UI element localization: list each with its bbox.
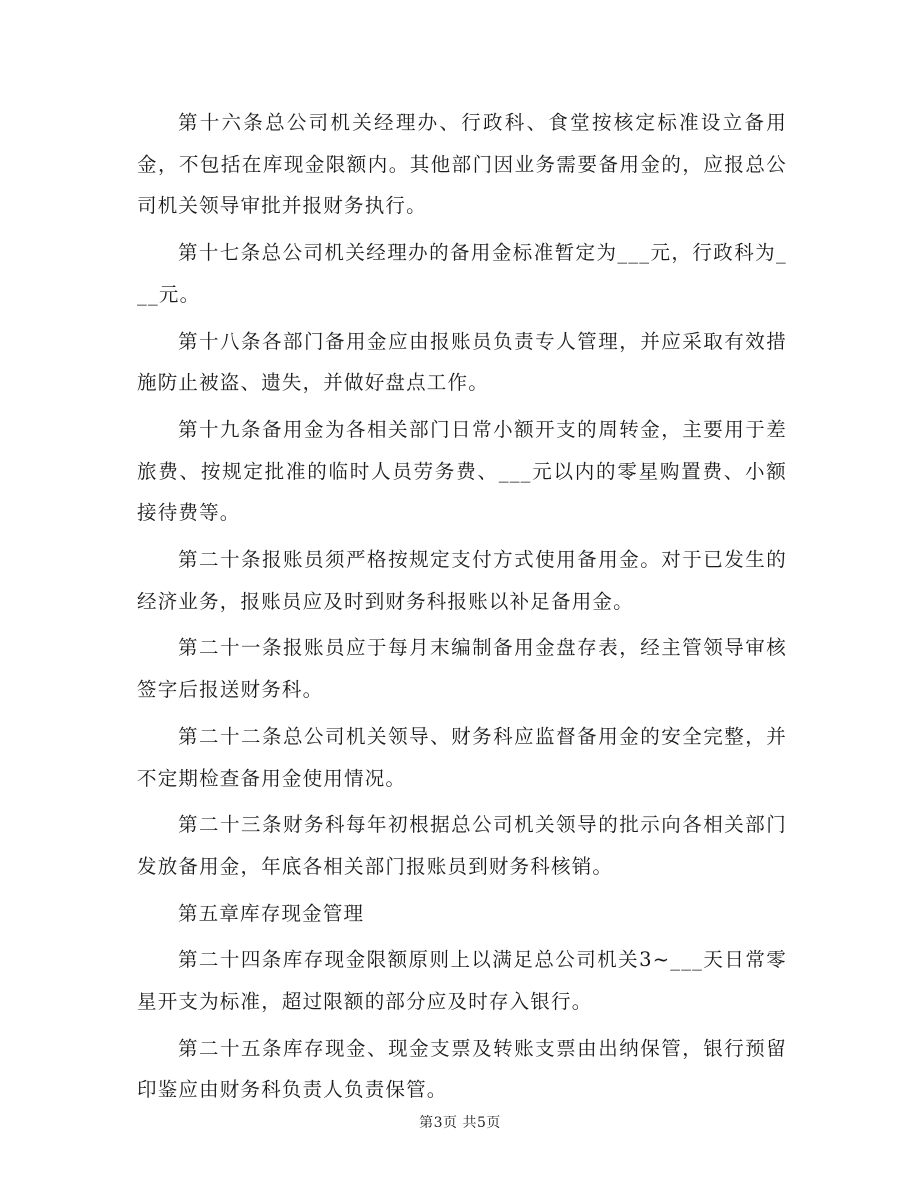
paragraph-article-24: 第二十四条库存现金限额原则上以满足总公司机关3~___天日常零星开支为标准，超过限额的部分应及时存入银行。 — [137, 948, 787, 1014]
paragraph-article-22: 第二十二条总公司机关领导、财务科应监督备用金的安全完整，并不定期检查备用金使用情况。 — [137, 724, 787, 790]
paragraph-article-21: 第二十一条报账员应于每月末编制备用金盘存表，经主管领导审核签字后报送财务科。 — [137, 636, 787, 702]
paragraph-article-18: 第十八条各部门备用金应由报账员负责专人管理，并应采取有效措施防止被盗、遗失，并做好盘点工作。 — [137, 329, 787, 395]
page-number-footer: 第3页 共5页 — [419, 1115, 501, 1131]
paragraph-article-23: 第二十三条财务科每年初根据总公司机关领导的批示向各相关部门发放备用金，年底各相关部门报账员到财务科核销。 — [137, 813, 787, 878]
paragraph-article-25: 第二十五条库存现金、现金支票及转账支票由出纳保管，银行预留印鉴应由财务科负责人负责保管。 — [137, 1036, 787, 1102]
paragraph-article-19: 第十九条备用金为各相关部门日常小额开支的周转金，主要用于差旅费、按规定批准的临时人员劳务费、___元以内的零星购置费、小额接待费等。 — [137, 417, 787, 525]
paragraph-article-16: 第十六条总公司机关经理办、行政科、食堂按核定标准设立备用金，不包括在库现金限额内。其他部门因业务需要备用金的，应报总公司机关领导审批并报财务执行。 — [137, 111, 787, 218]
paragraph-article-17: 第十七条总公司机关经理办的备用金标准暂定为___元，行政科为___元。 — [137, 241, 787, 306]
document-body — [137, 102, 787, 1116]
paragraph-article-20: 第二十条报账员须严格按规定支付方式使用备用金。对于已发生的经济业务，报账员应及时到财务科报账以补足备用金。 — [137, 548, 787, 613]
chapter-heading: 第五章库存现金管理 — [177, 901, 365, 925]
